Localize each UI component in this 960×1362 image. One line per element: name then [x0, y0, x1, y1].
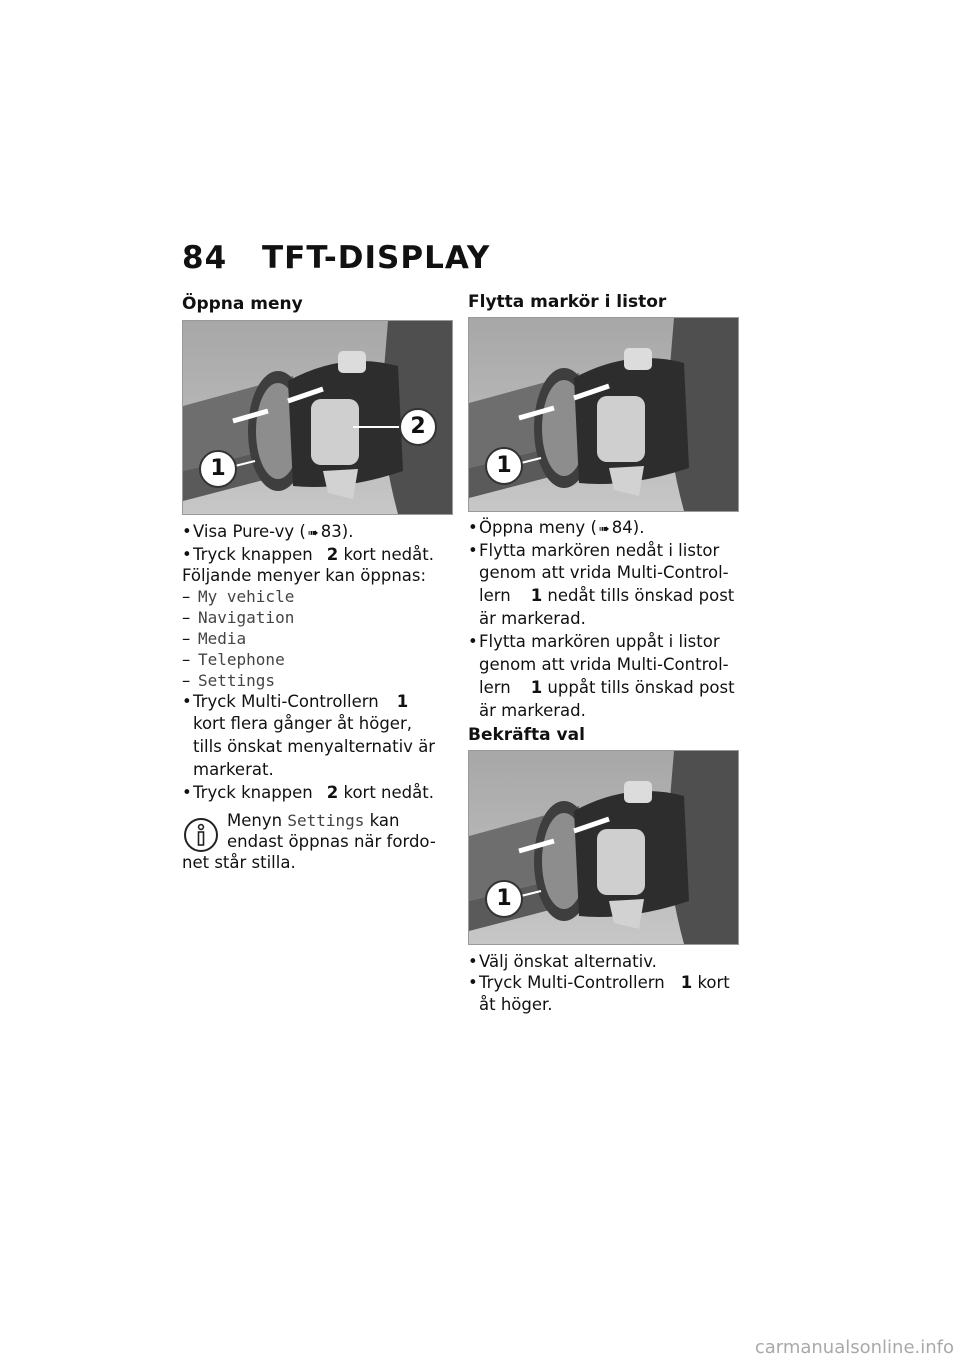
left-column-text: •Visa Pure-vy ( ➠ 83). •Tryck knappen 2 kort nedåt. Följande menyer kan öppnas: – My vehicle – Navigation – Media – Telephone – Settings •Tryck Multi-Controllern 1 kort flera gånger åt höger, tills önskat menyalternativ är markerat. •Tryck knappen 2 kort nedåt. Menyn Settings kan endast öppnas när fordo- net står stilla.	[182, 521, 457, 878]
menu-option: – Settings	[182, 671, 276, 690]
page-number: 84	[182, 240, 228, 276]
arrow-right-icon: ➠	[307, 526, 319, 541]
list-item: •Välj önskat alternativ.	[468, 952, 657, 971]
list-item: •Flytta markören nedåt i listor	[468, 541, 720, 560]
section-heading-open-menu: Öppna meny	[182, 294, 303, 314]
list-item: •Tryck Multi-Controllern 1 kort	[468, 973, 730, 992]
handlebar-illustration	[469, 318, 738, 511]
note-box	[182, 810, 457, 878]
photo-callout-1: 1	[210, 456, 226, 481]
note-line: Menyn Settings kan	[227, 811, 400, 830]
section-heading-confirm: Bekräfta val	[468, 725, 585, 745]
right-column-text-1: •Öppna meny ( ➠ 84). •Flytta markören nedåt i listor genom att vrida Multi-Control- lern 1 nedåt tills önskad post är markerad. •Flytta markören uppåt i listor genom att vrida Multi-Control- lern 1 uppåt tills önskad post är markerad.	[468, 517, 748, 722]
photo-callout-1: 1	[496, 886, 512, 911]
page-header	[182, 240, 490, 276]
watermark: carmanualsonline.info	[754, 1337, 954, 1358]
photo-callout-1: 1	[496, 453, 512, 478]
menu-option: – My vehicle	[182, 587, 295, 606]
list-item: •Tryck Multi-Controllern 1	[182, 692, 409, 711]
menu-option: – Telephone	[182, 650, 285, 669]
list-item: •Tryck knappen 2 kort nedåt.	[182, 545, 434, 564]
bullet-dot-icon: •	[468, 541, 478, 560]
list-item: •Flytta markören uppåt i listor	[468, 632, 720, 651]
photo-callout-2: 2	[410, 414, 426, 439]
right-column-text-2: •Välj önskat alternativ. •Tryck Multi-Controllern 1 kort åt höger.	[468, 951, 748, 1016]
bullet-dot-icon: •	[468, 952, 478, 971]
bullet-dot-icon: •	[182, 522, 192, 541]
menu-intro: Följande menyer kan öppnas:	[182, 566, 427, 585]
handlebar-photo-open-menu	[182, 320, 453, 515]
bullet-dot-icon: •	[182, 692, 192, 711]
menu-option: – Navigation	[182, 608, 295, 627]
handlebar-illustration	[469, 751, 738, 944]
bullet-dot-icon: •	[468, 973, 478, 992]
bullet-dot-icon: •	[468, 518, 478, 537]
section-heading-move-cursor: Flytta markör i listor	[468, 292, 667, 312]
page-title: TFT-DISPLAY	[262, 240, 491, 276]
handlebar-photo-confirm	[468, 750, 739, 945]
bullet-dot-icon: •	[182, 783, 192, 802]
list-item: •Tryck knappen 2 kort nedåt.	[182, 783, 434, 802]
note-line: endast öppnas när fordo-	[227, 832, 436, 851]
bullet-dot-icon: •	[182, 545, 192, 564]
list-item: •Öppna meny ( ➠ 84).	[468, 518, 645, 537]
info-icon	[182, 816, 220, 854]
arrow-right-icon: ➠	[598, 522, 610, 537]
handlebar-photo-move-cursor	[468, 317, 739, 512]
note-line: net står stilla.	[182, 853, 296, 872]
bullet-dot-icon: •	[468, 632, 478, 651]
menu-option: – Media	[182, 629, 247, 648]
list-item: •Visa Pure-vy ( ➠ 83).	[182, 522, 354, 541]
